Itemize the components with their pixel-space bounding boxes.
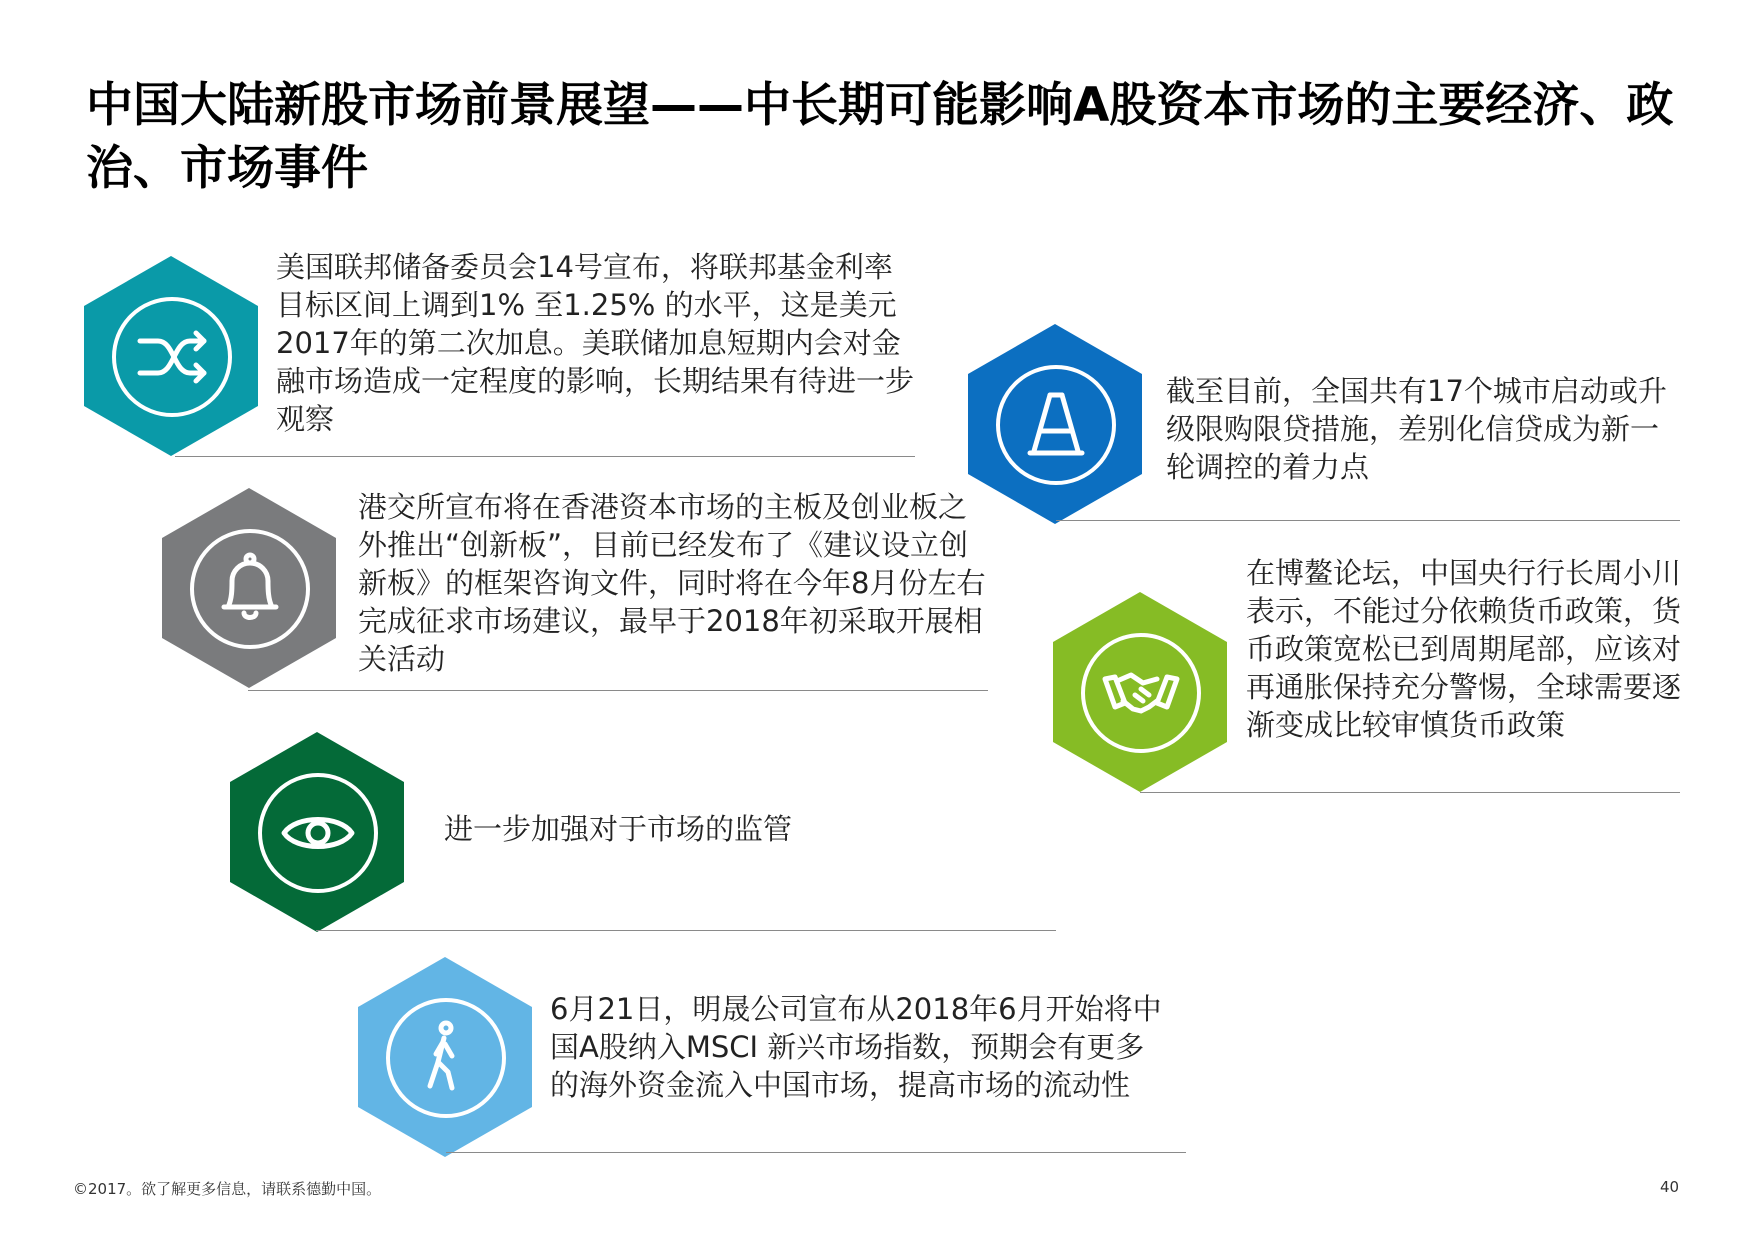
event-text-housing-credit: 截至目前，全国共有17个城市启动或升级限购限贷措施，差别化信贷成为新一轮调控的着力点 xyxy=(1166,374,1667,484)
page-title: 中国大陆新股市场前景展望——中长期可能影响A股资本市场的主要经济、政治、市场事件 xyxy=(86,78,1674,196)
bell-icon xyxy=(190,529,310,649)
handshake-icon xyxy=(1081,633,1201,753)
divider-line xyxy=(1056,520,1680,521)
hexagon-badge-fed-rate xyxy=(84,256,258,456)
hexagon-badge-regulation xyxy=(230,732,404,932)
hexagon-badge-innovation-board xyxy=(162,488,336,688)
shuffle-icon xyxy=(112,297,232,417)
event-text-fed-rate: 美国联邦储备委员会14号宣布，将联邦基金利率目标区间上调到1% 至1.25% 的水平，这是美元2017年的第二次加息。美联储加息短期内会对金融市场造成一定程度的影响，长期结果有待进一步观察 xyxy=(276,250,915,436)
event-text-msci: 6月21日，明晟公司宣布从2018年6月开始将中国A股纳入MSCI 新兴市场指数，预期会有更多的海外资金流入中国市场，提高市场的流动性 xyxy=(550,992,1162,1102)
divider-line xyxy=(1140,792,1680,793)
footer-copyright: ©2017。欲了解更多信息，请联系德勤中国。 xyxy=(73,1180,382,1198)
divider-line xyxy=(175,456,915,457)
page-number: 40 xyxy=(1660,1178,1680,1196)
event-text-boao-forum: 在博鳌论坛，中国央行行长周小川表示，不能过分依赖货币政策，货币政策宽松已到周期尾部，应该对再通胀保持充分警惕，全球需要逐渐变成比较审慎货币政策 xyxy=(1246,556,1682,742)
hexagon-badge-msci xyxy=(358,957,532,1157)
divider-line xyxy=(446,1152,1186,1153)
event-text-regulation: 进一步加强对于市场的监管 xyxy=(444,812,793,846)
eye-icon xyxy=(258,773,378,893)
event-text-innovation-board: 港交所宣布将在香港资本市场的主板及创业板之外推出“创新板”，目前已经发布了《建议设立创新板》的框架咨询文件，同时将在今年8月份左右完成征求市场建议，最早于2018年初采取开展相关活动 xyxy=(358,490,986,676)
hexagon-badge-boao-forum xyxy=(1053,592,1227,792)
hexagon-badge-housing-credit xyxy=(968,324,1142,524)
walking-person-icon xyxy=(386,998,506,1118)
divider-line xyxy=(316,930,1056,931)
divider-line xyxy=(248,690,988,691)
letter-a-icon xyxy=(996,365,1116,485)
